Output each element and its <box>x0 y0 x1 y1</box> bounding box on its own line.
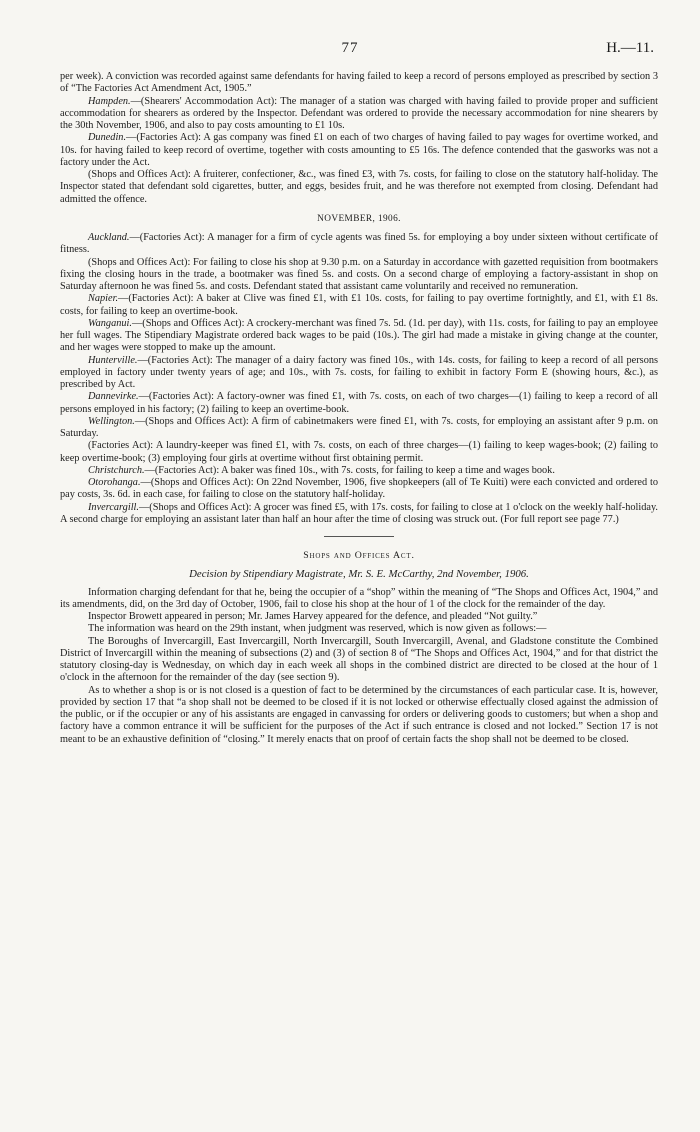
paragraph: The Boroughs of Invercargill, East Invercargill, North Invercargill, South Invercargill, Avenal, and Gladstone constitute the Combined District of Invercargill within the meaning of subsections (2) and (3) of section 8 of “The Shops and Offices Act, 1904,” and for that district the statutory closing-day is Wednesday, on which day in each week all shops in the combined district are directed to be closed at the hour of 1 o'clock in the afternoon for the remainder of the day (see section 9). <box>60 635 658 684</box>
paragraph-text: —(Factories Act): A manager for a firm of cycle agents was fined 5s. for employing a boy under sixteen without certificate of fitness. <box>60 232 658 256</box>
paragraph: (Shops and Offices Act): A fruiterer, confectioner, &c., was fined £3, with 7s. costs, for failing to close on the statutory half-holiday. The Inspector stated that defendant sold cigarettes, butter, and eggs, besides fruit, and he was therefore not exempted from closing. Defendant had admitted the offence. <box>60 169 658 205</box>
paragraph <box>60 465 658 477</box>
place-name: Invercargill. <box>88 501 139 513</box>
paragraph-text: —(Shops and Offices Act): A firm of cabinetmakers were fined £1, with 7s. costs, for employing an assistant after 9 p.m. on Saturday. <box>60 415 658 439</box>
paragraph-text: —(Shearers' Accommodation Act): The manager of a station was charged with having failed to provide proper and sufficient accommodation for shearers as ordered by the Inspector. Defendant was ordered to provide the necessary accommodation for nine shearers by the 30th November, 1906, and also to pay costs amounting to £1 10s. <box>60 95 658 131</box>
paragraph <box>60 477 658 502</box>
place-name: Dannevirke. <box>88 391 139 403</box>
place-name: Wellington. <box>88 415 135 427</box>
place-name: Dunedin. <box>88 132 127 144</box>
paragraph: Inspector Browett appeared in person; Mr. James Harvey appeared for the defence, and pleaded “Not guilty.” <box>88 611 538 622</box>
paragraph <box>60 96 658 133</box>
paragraph <box>60 416 658 441</box>
paragraph-text: —(Factories Act): A baker at Clive was fined £1, with £1 10s. costs, for failing to pay overtime fortnightly, and £1, with £1 8s. costs, for failing to keep an overtime-book. <box>60 293 658 317</box>
paragraph: (Shops and Offices Act): For failing to close his shop at 9.30 p.m. on a Saturday in accordance with gazetted requisition from bootmakers fixing the closing hours in the trade, a bootmaker was fined 5s. and costs. On a second charge of employing a factory-assistant in shop on Saturday afternoon he was fined 5s. and costs. Defendant stated that assistant came voluntarily and received no remuneration. <box>60 256 658 292</box>
paragraph-text: —(Factories Act): A baker was fined 10s., with 7s. costs, for failing to keep a time and wages book. <box>144 464 555 476</box>
place-name: Hampden. <box>88 95 131 107</box>
paragraph-text: —(Shops and Offices Act): A grocer was fined £5, with 17s. costs, for failing to close at 1 o'clock on the weekly half-holiday. A second charge for employing an assistant later than half an hour after the time of closing was struck out. (For full report see page 77.) <box>60 501 658 525</box>
paragraph <box>60 355 658 392</box>
section-divider <box>324 536 394 537</box>
paragraph: (Factories Act): A laundry-keeper was fined £1, with 7s. costs, on each of three charges—(1) failing to keep wages-book; (2) failing to keep overtime-book; (3) employing four girls at overtime without first obtaining permit. <box>60 440 658 464</box>
page-number: 77 <box>341 40 359 56</box>
paragraph: per week). A conviction was recorded against same defendants for having failed to keep a record of persons employed as prescribed by section 3 of “The Factories Act Amendment Act, 1905.” <box>60 71 658 95</box>
place-name: Otorohanga. <box>88 477 141 488</box>
decision-title: Decision by Stipendiary Magistrate, Mr. S. E. McCarthy, 2nd November, 1906. <box>189 568 529 581</box>
document-body <box>60 71 658 746</box>
paragraph: As to whether a shop is or is not closed is a question of fact to be determined by the circumstances of each particular case. It is, however, provided by section 17 that “a shop shall not be deemed to be closed if it is not locked or otherwise effectually closed against the admission of the public, or if the occupier or any of his assistants are engaged in canvassing for orders or delivering goods to customers; but when a shop and factory have a common entrance it will be sufficient for the purposes of the Act if such entrance is closed and not locked.” Section 17 is not meant to be an exhaustive definition of “closing.” It merely enacts that on proof of certain facts the shop shall not be deemed to be closed. <box>60 684 658 745</box>
section-heading: NOVEMBER, 1906. <box>317 213 401 224</box>
act-heading: Shops and Offices Act. <box>303 550 415 561</box>
place-name: Christchurch. <box>88 464 145 476</box>
paragraph-text: —(Shops and Offices Act): On 22nd November, 1906, five shopkeepers (all of Te Kuiti) were each convicted and ordered to pay costs, 3s. 6d. in each case, for failing to close on the statutory half-holiday. <box>60 477 658 501</box>
place-name: Auckland. <box>88 232 130 243</box>
paragraph: Information charging defendant for that he, being the occupier of a “shop” within the meaning of “The Shops and Offices Act, 1904,” and its amendments, did, on the 3rd day of October, 1906, fail to close his shop at the hour of 1 of the clock for the remainder of the day. <box>60 586 658 610</box>
paragraph-text: —(Factories Act): The manager of a dairy factory was fined 10s., with 14s. costs, for failing to keep a record of all persons employed in factory under twenty years of age; and 10s., with 7s. costs, for failing to exhibit in factory Form E (showing hours, &c.), as prescribed by Act. <box>60 354 658 390</box>
paragraph <box>60 391 658 416</box>
document-reference: H.—11. <box>606 40 654 56</box>
paragraph <box>60 132 658 169</box>
paragraph-text: —(Factories Act): A gas company was fined £1 on each of two charges of having failed to pay wages for overtime worked, and 10s. for having failed to keep record of overtime, together with costs amounting to £5 16s. The defence contended that the gasworks was not a factory under the Act. <box>60 132 658 168</box>
paragraph: The information was heard on the 29th instant, when judgment was reserved, which is now given as follows:— <box>88 623 547 635</box>
paragraph <box>60 293 658 318</box>
place-name: Napier. <box>88 293 119 305</box>
paragraph <box>60 502 658 527</box>
paragraph <box>60 232 658 257</box>
paragraph-text: —(Factories Act): A factory-owner was fined £1, with 7s. costs, on each of two charges—(1) failing to keep a record of all persons employed in his factory; (2) failing to keep an overtime-book. <box>60 391 658 415</box>
place-name: Hunterville. <box>88 354 138 366</box>
place-name: Wanganui. <box>88 317 132 329</box>
paragraph <box>60 318 658 355</box>
paragraph-text: —(Shops and Offices Act): A crockery-merchant was fined 7s. 5d. (1d. per day), with 11s. costs, for failing to pay an employee her full wages. The Stipendiary Magistrate ordered back wages to be paid (10s.). The girl had made a mistake in giving change at the counter, and her wages were stopped to make up the amount. <box>60 317 658 354</box>
